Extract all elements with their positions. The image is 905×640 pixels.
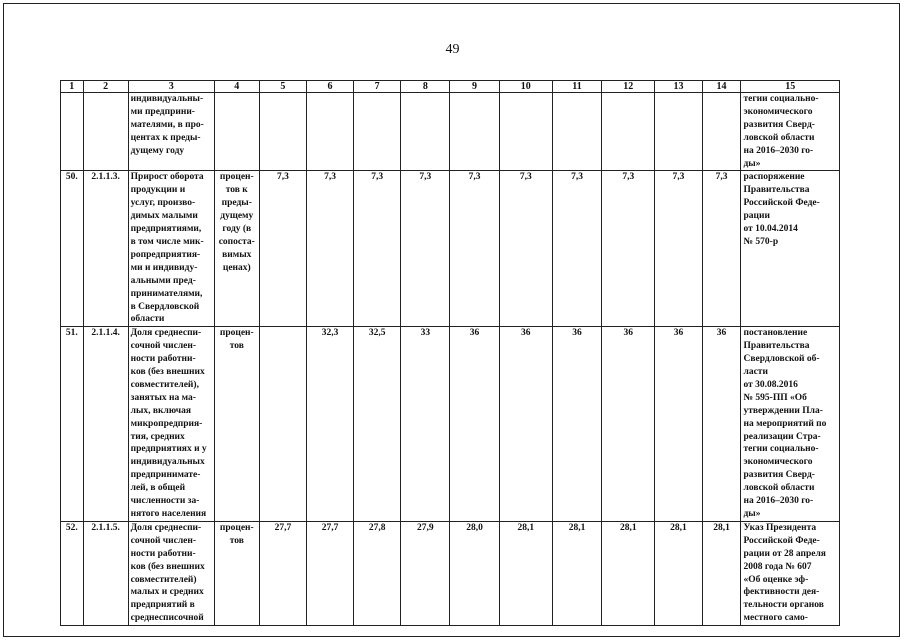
col-header: 3 xyxy=(128,81,214,93)
value-cell: 7,3 xyxy=(259,171,306,327)
value-cell xyxy=(602,93,655,171)
value-cell: 27,7 xyxy=(306,521,353,625)
col-header: 5 xyxy=(259,81,306,93)
col-header: 9 xyxy=(450,81,499,93)
value-cell: 7,3 xyxy=(401,171,450,327)
row-number: 51. xyxy=(61,327,84,522)
row-code xyxy=(83,93,128,171)
value-cell xyxy=(354,93,401,171)
col-header: 2 xyxy=(83,81,128,93)
value-cell: 36 xyxy=(602,327,655,522)
value-cell: 7,3 xyxy=(499,171,552,327)
legal-basis: постановление Правительства Свердловской об- ласти от 30.08.2016 № 595-ПП «Об утверждении Пла- на мероприятий по реализации Стра- тегии социально- экономического развития Сверд- ловской области на 2016–2030 го- ды» xyxy=(741,327,840,522)
value-cell: 28,1 xyxy=(702,521,741,625)
row-number xyxy=(61,93,84,171)
value-cell xyxy=(450,93,499,171)
row-code: 2.1.1.4. xyxy=(83,327,128,522)
col-header: 14 xyxy=(702,81,741,93)
table-row xyxy=(61,93,840,171)
value-cell: 7,3 xyxy=(450,171,499,327)
value-cell: 7,3 xyxy=(602,171,655,327)
value-cell xyxy=(259,93,306,171)
value-cell: 28,1 xyxy=(499,521,552,625)
value-cell: 28,1 xyxy=(552,521,601,625)
col-header: 4 xyxy=(214,81,259,93)
table-row xyxy=(61,521,840,625)
value-cell: 7,3 xyxy=(655,171,702,327)
unit: процен- тов xyxy=(214,327,259,522)
value-cell: 33 xyxy=(401,327,450,522)
value-cell: 32,5 xyxy=(354,327,401,522)
col-header: 13 xyxy=(655,81,702,93)
indicator-name: Доля среднеспи- сочной числен- ности работни- ков (без внешних совместителей) малых и средних предприятий в среднесписочной xyxy=(128,521,214,625)
table-row xyxy=(61,171,840,327)
value-cell xyxy=(259,327,306,522)
col-header: 10 xyxy=(499,81,552,93)
col-header: 6 xyxy=(306,81,353,93)
value-cell xyxy=(655,93,702,171)
value-cell: 7,3 xyxy=(552,171,601,327)
value-cell: 7,3 xyxy=(306,171,353,327)
value-cell: 36 xyxy=(552,327,601,522)
unit: процен- тов к преды- дущему году (в сопоста- вимых ценах) xyxy=(214,171,259,327)
indicators-table xyxy=(60,80,840,626)
value-cell: 27,7 xyxy=(259,521,306,625)
col-header: 15 xyxy=(741,81,840,93)
indicator-name: индивидуальны- ми предприни- мателями, в про- центах к преды- дущему году xyxy=(128,93,214,171)
col-header: 7 xyxy=(354,81,401,93)
unit xyxy=(214,93,259,171)
unit: процен- тов xyxy=(214,521,259,625)
col-header: 8 xyxy=(401,81,450,93)
value-cell: 27,8 xyxy=(354,521,401,625)
header-row xyxy=(61,81,840,93)
col-header: 12 xyxy=(602,81,655,93)
row-number: 52. xyxy=(61,521,84,625)
value-cell: 28,1 xyxy=(655,521,702,625)
row-code: 2.1.1.3. xyxy=(83,171,128,327)
value-cell: 27,9 xyxy=(401,521,450,625)
value-cell: 36 xyxy=(450,327,499,522)
indicator-name: Доля среднеспи- сочной числен- ности работни- ков (без внешних совместителей), занятых на ма- лых, включая микропредприя- тия, средних предприятиях и у индивидуальных предпринимате- лей, в общей численности за- нятого населения xyxy=(128,327,214,522)
row-number: 50. xyxy=(61,171,84,327)
value-cell: 36 xyxy=(702,327,741,522)
value-cell: 28,1 xyxy=(602,521,655,625)
legal-basis: Указ Президента Российской Феде- рации от 28 апреля 2008 года № 607 «Об оценке эф- фективности дея- тельности органов местного само- xyxy=(741,521,840,625)
value-cell: 7,3 xyxy=(354,171,401,327)
value-cell xyxy=(552,93,601,171)
page-number: 49 xyxy=(445,42,460,57)
table-row xyxy=(61,327,840,522)
legal-basis: тегии социально- экономического развития Сверд- ловской области на 2016–2030 го- ды» xyxy=(741,93,840,171)
col-header: 1 xyxy=(61,81,84,93)
value-cell: 32,3 xyxy=(306,327,353,522)
value-cell: 36 xyxy=(499,327,552,522)
value-cell xyxy=(306,93,353,171)
value-cell: 7,3 xyxy=(702,171,741,327)
value-cell: 36 xyxy=(655,327,702,522)
col-header: 11 xyxy=(552,81,601,93)
indicator-name: Прирост оборота продукции и услуг, произво- димых малыми предприятиями, в том числе мик- ропредприятия- ми и индивиду- альными пред- принимателями, в Свердловской области xyxy=(128,171,214,327)
value-cell xyxy=(702,93,741,171)
value-cell: 28,0 xyxy=(450,521,499,625)
value-cell xyxy=(401,93,450,171)
legal-basis: распоряжение Правительства Российской Феде- рации от 10.04.2014 № 570-р xyxy=(741,171,840,327)
value-cell xyxy=(499,93,552,171)
row-code: 2.1.1.5. xyxy=(83,521,128,625)
